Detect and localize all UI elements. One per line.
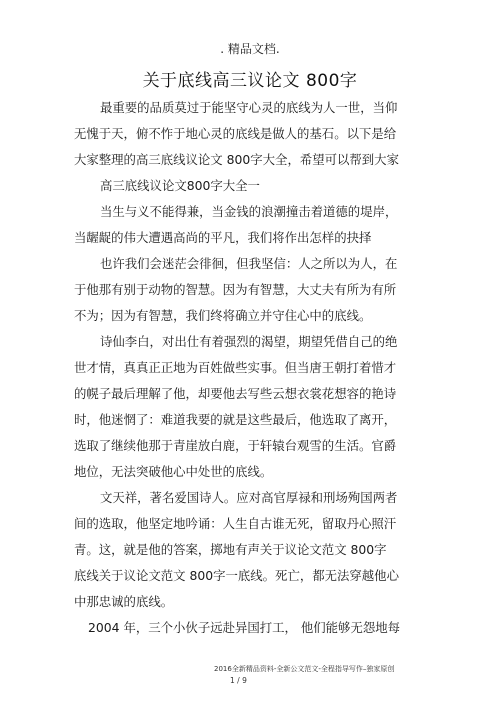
body-line: 底线关于议论文范文 800字一底线。死亡，都无法穿越他心 bbox=[74, 568, 399, 583]
page-number: 1 / 9 bbox=[230, 676, 247, 685]
body-line: 当龌龊的伟大遭遇高尚的平凡，我们将作出怎样的抉择 bbox=[74, 230, 372, 245]
footer-ad-text: 2016全新精品资料-全新公文范文-全程指导写作–独家原创 bbox=[214, 665, 395, 673]
body-line: 于他那有别于动物的智慧。因为有智慧，大丈夫有所为有所 bbox=[74, 282, 397, 297]
body-line: 的幌子最后理解了他，却要他去写些云想衣裳花想容的艳诗 bbox=[74, 386, 397, 401]
body-line: 世才情，真真正正地为百姓做些实事。但当唐王朝打着惜才 bbox=[74, 360, 397, 375]
body-line: 间的选取，他坚定地吟诵：人生自古谁无死，留取丹心照汗 bbox=[74, 516, 397, 531]
body-line: 诗仙李白，对出仕有着强烈的渴望，期望凭借自己的绝 bbox=[100, 334, 398, 349]
page-header: . 精品文档. bbox=[220, 42, 280, 56]
body-line: 大家整理的高三底线议论文 800字大全，希望可以帮到大家 bbox=[74, 152, 399, 167]
body-line: 也许我们会迷茫会徘徊，但我坚信：人之所以为人，在 bbox=[100, 256, 398, 271]
body-line: 文天祥，著名爱国诗人。应对高官厚禄和刑场殉国两者 bbox=[100, 490, 398, 505]
body-line: 2004 年，三个小伙子远赴异国打工， 他们能够无怨地每 bbox=[88, 620, 401, 635]
body-line: 最重要的品质莫过于能坚守心灵的底线为人一世，当仰 bbox=[100, 100, 398, 115]
document-title: 关于底线高三议论文 800字 bbox=[142, 71, 358, 91]
body-line: 无愧于天，俯不怍于地心灵的底线是做人的基石。以下是给 bbox=[74, 126, 397, 141]
body-line: 青。这，就是他的答案，掷地有声关于议论文范文 800字 bbox=[74, 542, 387, 557]
body-line: 当生与义不能得兼，当金钱的浪潮撞击着道德的堤岸， bbox=[100, 204, 398, 219]
body-line: 地位，无法突破他心中处世的底线。 bbox=[74, 464, 273, 479]
body-line: 不为；因为有智慧，我们终将确立并守住心中的底线。 bbox=[74, 308, 372, 323]
section-heading: 高三底线议论文800字大全一 bbox=[100, 178, 260, 193]
body-line: 中那忠诚的底线。 bbox=[74, 594, 174, 609]
body-line: 选取了继续他那于青崖放白鹿，于轩辕台观雪的生活。官爵 bbox=[74, 438, 397, 453]
body-line: 时，他迷惘了：难道我要的就是这些最后，他选取了离开， bbox=[74, 412, 397, 427]
